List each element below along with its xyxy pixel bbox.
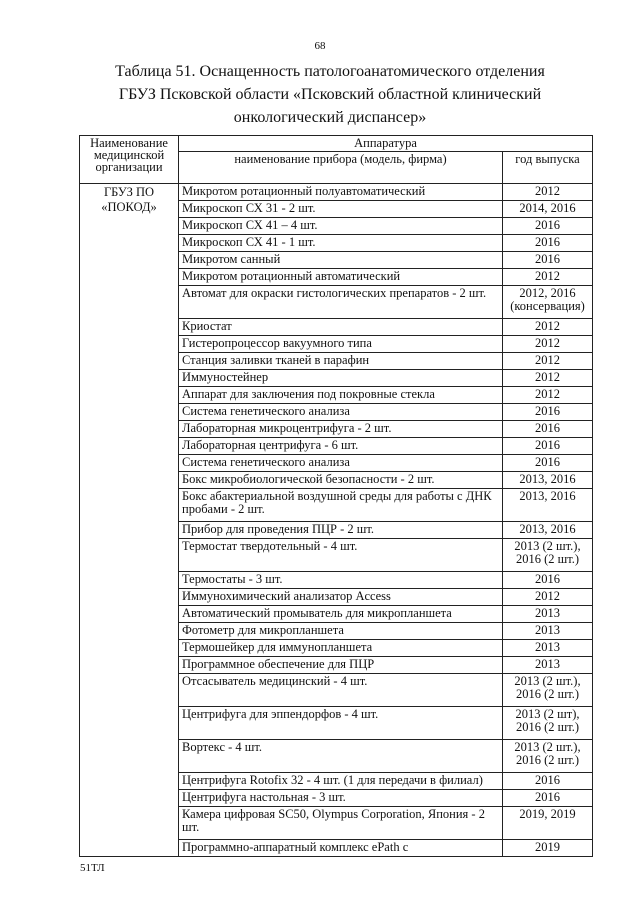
device-name-cell: Микротом ротационный полуавтоматический bbox=[179, 184, 503, 201]
year-cell: 2016 bbox=[503, 438, 593, 455]
year-cell: 2016 bbox=[503, 773, 593, 790]
year-cell: 2013 (2 шт.), 2016 (2 шт.) bbox=[503, 740, 593, 773]
device-name-cell: Программное обеспечение для ПЦР bbox=[179, 657, 503, 674]
header-organization: Наименование медицинской организации bbox=[80, 136, 179, 184]
device-name-cell: Бокс микробиологической безопасности - 2 шт. bbox=[179, 472, 503, 489]
page-number: 68 bbox=[314, 40, 326, 52]
device-name-cell: Программно-аппаратный комплекс ePath с bbox=[179, 840, 503, 857]
year-cell: 2013 bbox=[503, 657, 593, 674]
title-line-2: ГБУЗ Псковской области «Псковский областной клинический bbox=[118, 86, 542, 103]
year-cell: 2016 bbox=[503, 252, 593, 269]
device-name-cell: Лабораторная центрифуга - 6 шт. bbox=[179, 438, 503, 455]
device-name-cell: Лабораторная микроцентрифуга - 2 шт. bbox=[179, 421, 503, 438]
table-title bbox=[95, 60, 565, 129]
year-cell: 2016 bbox=[503, 421, 593, 438]
year-cell: 2019 bbox=[503, 840, 593, 857]
year-cell: 2013, 2016 bbox=[503, 472, 593, 489]
device-name-cell: Фотометр для микропланшета bbox=[179, 623, 503, 640]
device-name-cell: Микроскоп СХ 41 - 1 шт. bbox=[179, 235, 503, 252]
year-cell: 2016 bbox=[503, 572, 593, 589]
table-row bbox=[80, 184, 593, 201]
year-cell: 2012 bbox=[503, 184, 593, 201]
title-line-1: Таблица 51. Оснащенность патологоанатомического отделения bbox=[115, 63, 545, 80]
header-year: год выпуска bbox=[503, 152, 593, 184]
device-name-cell: Прибор для проведения ПЦР - 2 шт. bbox=[179, 522, 503, 539]
year-cell: 2016 bbox=[503, 235, 593, 252]
device-name-cell: Аппарат для заключения под покровные стекла bbox=[179, 387, 503, 404]
device-name-cell: Иммунохимический анализатор Access bbox=[179, 589, 503, 606]
year-cell: 2012, 2016 (консервация) bbox=[503, 286, 593, 319]
device-name-cell: Иммуностейнер bbox=[179, 370, 503, 387]
year-cell: 2012 bbox=[503, 269, 593, 286]
device-name-cell: Камера цифровая SC50, Olympus Corporation, Япония - 2 шт. bbox=[179, 807, 503, 840]
device-name-cell: Система генетического анализа bbox=[179, 455, 503, 472]
year-cell: 2013 (2 шт.), 2016 (2 шт.) bbox=[503, 674, 593, 707]
year-cell: 2013, 2016 bbox=[503, 522, 593, 539]
device-name-cell: Термостаты - 3 шт. bbox=[179, 572, 503, 589]
year-cell: 2016 bbox=[503, 790, 593, 807]
year-cell: 2012 bbox=[503, 319, 593, 336]
device-name-cell: Микротом санный bbox=[179, 252, 503, 269]
header-apparatus: Аппаратура bbox=[179, 136, 593, 152]
year-cell: 2016 bbox=[503, 455, 593, 472]
device-name-cell: Центрифуга для эппендорфов - 4 шт. bbox=[179, 707, 503, 740]
device-name-cell: Вортекс - 4 шт. bbox=[179, 740, 503, 773]
device-name-cell: Термостат твердотельный - 4 шт. bbox=[179, 539, 503, 572]
device-name-cell: Криостат bbox=[179, 319, 503, 336]
year-cell: 2013 bbox=[503, 606, 593, 623]
year-cell: 2016 bbox=[503, 218, 593, 235]
device-name-cell: Станция заливки тканей в парафин bbox=[179, 353, 503, 370]
device-name-cell: Автоматический промыватель для микропланшета bbox=[179, 606, 503, 623]
table-body bbox=[80, 184, 593, 857]
year-cell: 2016 bbox=[503, 404, 593, 421]
title-line-3: онкологический диспансер» bbox=[233, 109, 427, 126]
year-cell: 2013 bbox=[503, 623, 593, 640]
year-cell: 2012 bbox=[503, 370, 593, 387]
year-cell: 2013 bbox=[503, 640, 593, 657]
device-name-cell: Микротом ротационный автоматический bbox=[179, 269, 503, 286]
device-name-cell: Автомат для окраски гистологических препаратов - 2 шт. bbox=[179, 286, 503, 319]
year-cell: 2012 bbox=[503, 336, 593, 353]
year-cell: 2012 bbox=[503, 589, 593, 606]
device-name-cell: Бокс абактериальной воздушной среды для работы с ДНК пробами - 2 шт. bbox=[179, 489, 503, 522]
device-name-cell: Микроскоп СХ 31 - 2 шт. bbox=[179, 201, 503, 218]
year-cell: 2012 bbox=[503, 387, 593, 404]
organization-cell: ГБУЗ ПО «ПОКОД» bbox=[80, 184, 179, 857]
year-cell: 2012 bbox=[503, 353, 593, 370]
year-cell: 2013 (2 шт), 2016 (2 шт.) bbox=[503, 707, 593, 740]
device-name-cell: Отсасыватель медицинский - 4 шт. bbox=[179, 674, 503, 707]
year-cell: 2014, 2016 bbox=[503, 201, 593, 218]
year-cell: 2019, 2019 bbox=[503, 807, 593, 840]
device-name-cell: Центрифуга Rotofix 32 - 4 шт. (1 для передачи в филиал) bbox=[179, 773, 503, 790]
device-name-cell: Гистеропроцессор вакуумного типа bbox=[179, 336, 503, 353]
footer-code: 51ТЛ bbox=[80, 862, 105, 874]
header-row bbox=[80, 136, 593, 152]
device-name-cell: Центрифуга настольная - 3 шт. bbox=[179, 790, 503, 807]
device-name-cell: Система генетического анализа bbox=[179, 404, 503, 421]
year-cell: 2013 (2 шт.), 2016 (2 шт.) bbox=[503, 539, 593, 572]
year-cell: 2013, 2016 bbox=[503, 489, 593, 522]
equipment-table bbox=[79, 135, 593, 857]
device-name-cell: Термошейкер для иммунопланшета bbox=[179, 640, 503, 657]
device-name-cell: Микроскоп СХ 41 – 4 шт. bbox=[179, 218, 503, 235]
header-device-name: наименование прибора (модель, фирма) bbox=[179, 152, 503, 184]
